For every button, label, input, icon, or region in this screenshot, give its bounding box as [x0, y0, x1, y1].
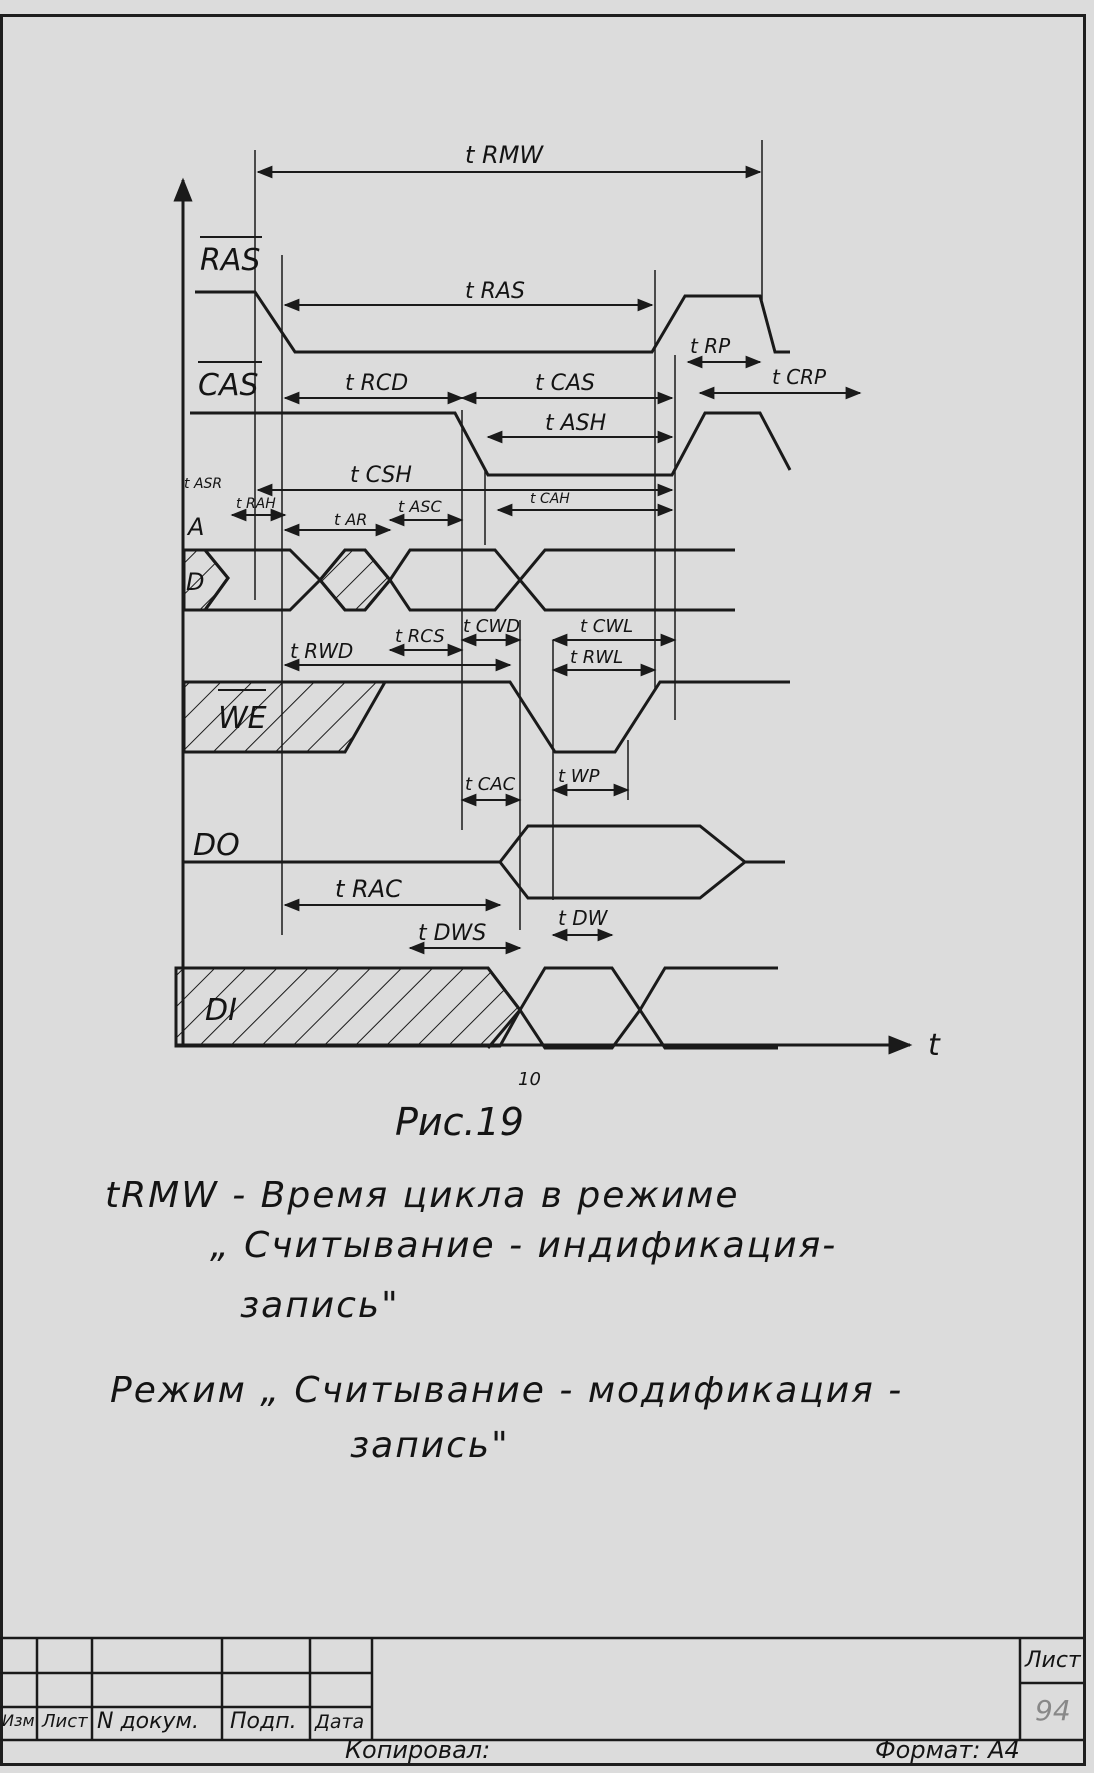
timing-label: t CRP	[772, 365, 827, 389]
timing-label: t RAS	[465, 279, 525, 304]
signal-label-di: DI	[205, 993, 237, 1028]
time-axis-label: t	[928, 1028, 940, 1063]
timing-label: t RMW	[465, 141, 544, 169]
timing-label: t DW	[558, 906, 608, 930]
description-line: tRMW - Время цикла в режиме	[105, 1175, 740, 1216]
signal-label-a: A	[188, 513, 205, 541]
title-col-list: Лист	[42, 1711, 88, 1732]
timing-label: t RWD	[290, 639, 354, 663]
timing-label: t CAH	[530, 491, 570, 507]
timing-label: t RAH	[236, 496, 276, 512]
timing-label: t CSH	[350, 463, 412, 488]
page-mark: 10	[518, 1069, 541, 1090]
title-block	[0, 1636, 1086, 1766]
timing-label: t CWD	[463, 616, 521, 637]
sheet-number: 94	[1035, 1694, 1071, 1727]
signal-label-ras: RAS	[200, 243, 261, 278]
sheet-label: Лист	[1025, 1648, 1081, 1673]
timing-label: t CWL	[580, 616, 634, 637]
title-col-date: Дата	[315, 1711, 365, 1733]
format-label: Формат: А4	[875, 1736, 1020, 1764]
description-line: „ Считывание - индификация-	[210, 1225, 838, 1266]
signal-label-d: D	[186, 568, 205, 596]
description-line: запись"	[240, 1285, 400, 1326]
signal-label-cas: CAS	[198, 368, 259, 403]
timing-label: t AR	[334, 510, 368, 529]
figure-caption: Рис.19	[395, 1100, 524, 1144]
timing-label: t RP	[690, 334, 731, 358]
title-col-izm: Изм	[2, 1711, 35, 1730]
timing-label: t RCD	[345, 371, 409, 396]
timing-label: t ASH	[545, 411, 607, 436]
signal-label-do: DO	[193, 828, 240, 863]
title-col-doc: N докум.	[97, 1709, 200, 1734]
signal-label-we: WE	[218, 701, 267, 736]
timing-label: t WP	[558, 766, 600, 787]
timing-label: t ASC	[398, 497, 442, 516]
timing-label: t CAS	[535, 371, 595, 396]
copied-label: Копировал:	[345, 1736, 491, 1764]
timing-label: t RCS	[395, 626, 445, 647]
title-col-sign: Подп.	[230, 1709, 297, 1734]
description-line: Режим „ Считывание - модификация -	[110, 1370, 904, 1411]
description-line: запись"	[350, 1425, 510, 1466]
timing-label: t DWS	[418, 921, 487, 946]
timing-label: t ASR	[184, 476, 223, 492]
timing-label: t RWL	[570, 647, 624, 668]
timing-label: t RAC	[335, 875, 402, 903]
timing-label: t CAC	[465, 774, 516, 795]
